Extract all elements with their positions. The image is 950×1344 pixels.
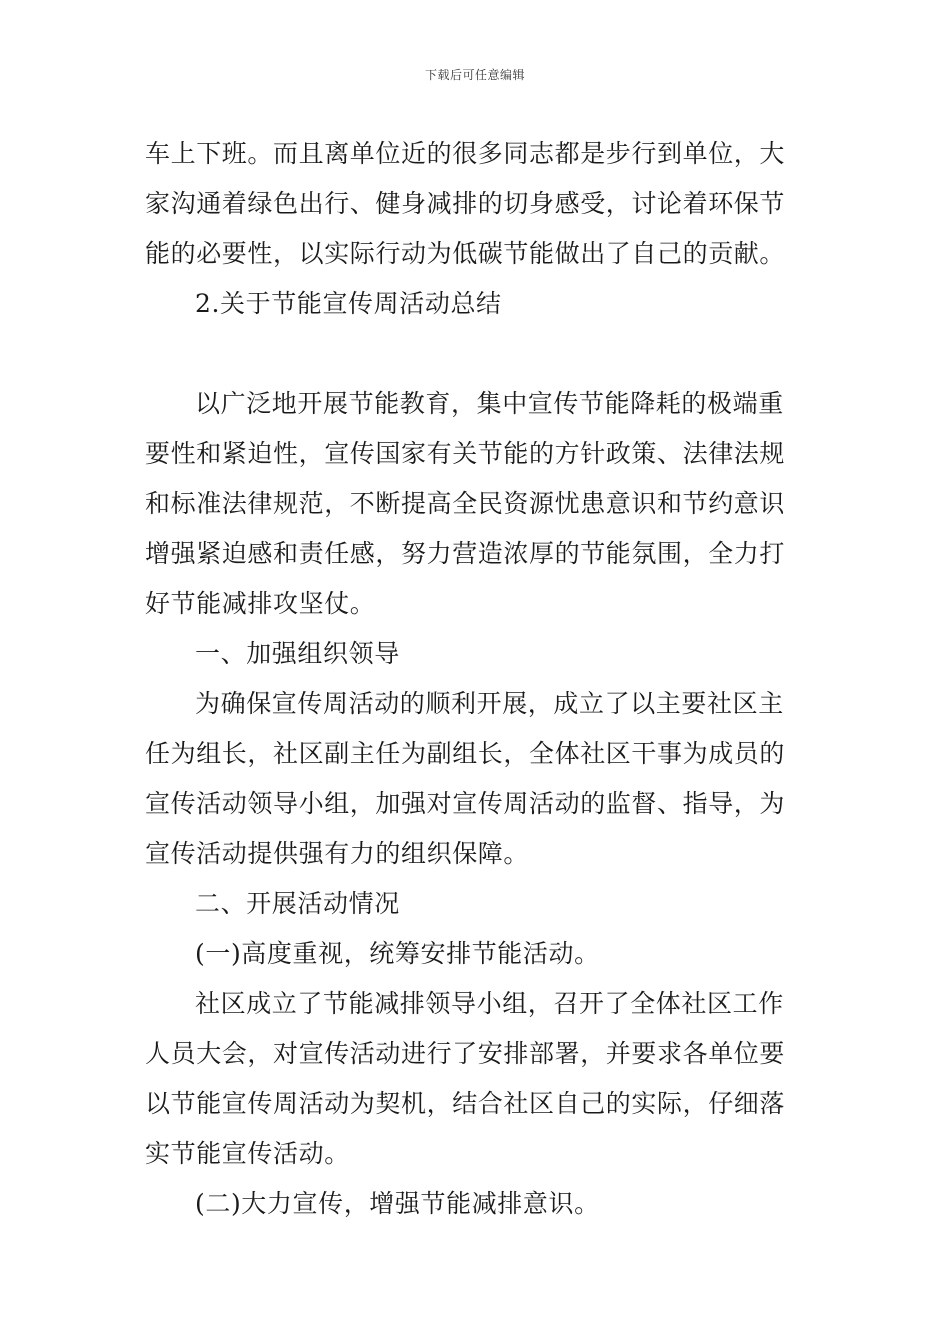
paragraph-line: 以广泛地开展节能教育，集中宣传节能降耗的极端重 [195, 389, 784, 418]
paragraph-line: 家沟通着绿色出行、健身减排的切身感受，讨论着环保节 [145, 189, 786, 218]
paragraph-line: 人员大会，对宣传活动进行了安排部署，并要求各单位要 [145, 1039, 786, 1068]
paragraph-line: 社区成立了节能减排领导小组，召开了全体社区工作 [195, 989, 784, 1018]
item-heading: (一)高度重视，统筹安排节能活动。 [195, 939, 600, 968]
paragraph-line: 车上下班。而且离单位近的很多同志都是步行到单位，大 [145, 139, 786, 168]
subsection-heading: 一、加强组织领导 [195, 639, 400, 668]
item-heading: (二)大力宣传，增强节能减排意识。 [195, 1189, 600, 1218]
paragraph-line: 要性和紧迫性，宣传国家有关节能的方针政策、法律法规 [145, 439, 786, 468]
paragraph-line: 增强紧迫感和责任感，努力营造浓厚的节能氛围，全力打 [145, 539, 786, 568]
blank-line [145, 329, 807, 379]
paragraph-line: 能的必要性，以实际行动为低碳节能做出了自己的贡献。 [145, 239, 786, 268]
paragraph-line: 和标准法律规范，不断提高全民资源忧患意识和节约意识 [145, 489, 786, 518]
paragraph-line: 以节能宣传周活动为契机，结合社区自己的实际，仔细落 [145, 1089, 786, 1118]
subsection-heading: 二、开展活动情况 [195, 889, 400, 918]
page-header-note: 下载后可任意编辑 [424, 68, 525, 82]
paragraph-line: 任为组长，社区副主任为副组长，全体社区干事为成员的 [145, 739, 786, 768]
paragraph-line: 实节能宣传活动。 [145, 1139, 350, 1168]
paragraph-line: 宣传活动领导小组，加强对宣传周活动的监督、指导，为 [145, 789, 786, 818]
paragraph-line: 宣传活动提供强有力的组织保障。 [145, 839, 530, 868]
paragraph-line: 为确保宣传周活动的顺利开展，成立了以主要社区主 [195, 689, 784, 718]
paragraph-line: 好节能减排攻坚仗。 [145, 589, 376, 618]
section-heading: 2.关于节能宣传周活动总结 [195, 289, 502, 318]
document-body [145, 129, 807, 1229]
